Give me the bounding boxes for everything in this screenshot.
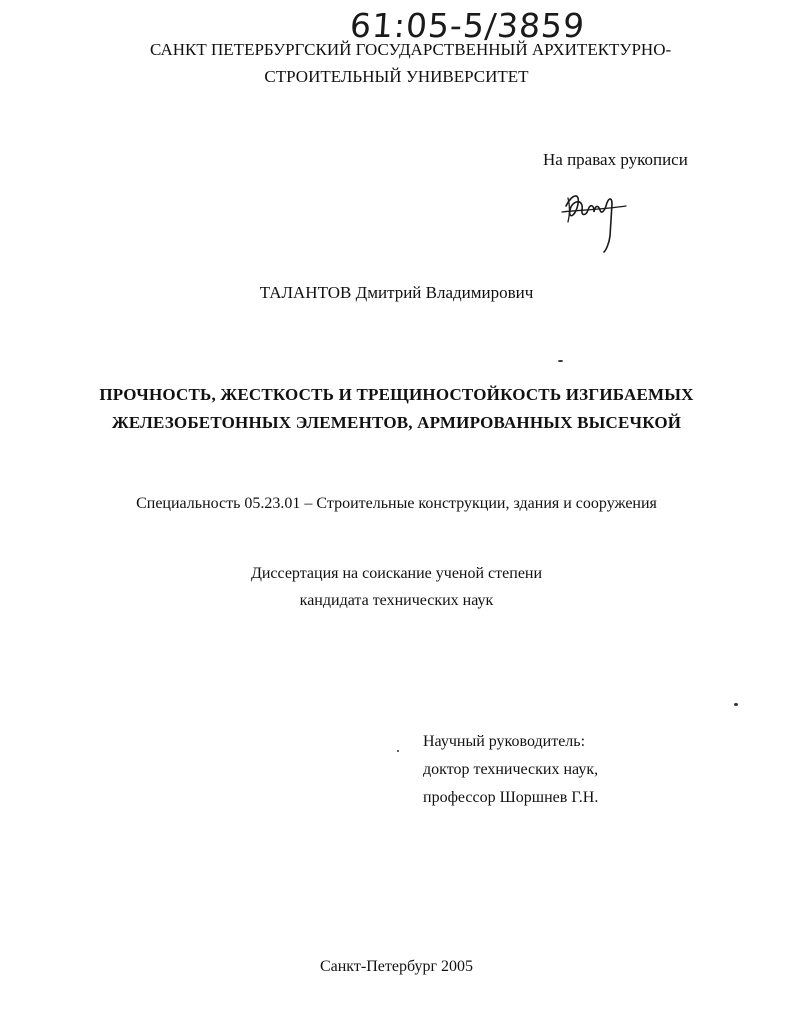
dissertation-title-line2: ЖЕЛЕЗОБЕТОННЫХ ЭЛЕМЕНТОВ, АРМИРОВАННЫХ ВЫСЕЧКОЙ <box>111 413 682 432</box>
library-stamp-code: 61:05-5/3859 <box>348 6 587 45</box>
signature-icon <box>558 176 628 256</box>
scan-speck <box>734 703 738 706</box>
supervisor-degree: доктор технических наук, <box>423 761 599 778</box>
specialty: Специальность 05.23.01 – Строительные конструкции, здания и сооружения <box>136 495 657 512</box>
scan-speck <box>397 750 399 752</box>
dissertation-title-line1: ПРОЧНОСТЬ, ЖЕСТКОСТЬ И ТРЕЩИНОСТОЙКОСТЬ ИЗГИБАЕМЫХ <box>99 385 694 404</box>
supervisor-label: Научный руководитель: <box>423 733 586 750</box>
city-year: Санкт-Петербург 2005 <box>319 958 474 975</box>
scan-speck <box>558 360 563 362</box>
university-name-line1: САНКТ ПЕТЕРБУРГСКИЙ ГОСУДАРСТВЕННЫЙ АРХИТЕКТУРНО- <box>150 40 672 59</box>
degree-line1: Диссертация на соискание ученой степени <box>250 565 543 582</box>
author-name: ТАЛАНТОВ Дмитрий Владимирович <box>259 283 534 302</box>
supervisor-name: профессор Шоршнев Г.Н. <box>423 789 599 806</box>
degree-line2: кандидата технических наук <box>299 592 494 609</box>
university-name-line2: СТРОИТЕЛЬНЫЙ УНИВЕРСИТЕТ <box>264 67 529 86</box>
manuscript-rights-note: На правах рукописи <box>543 150 688 169</box>
